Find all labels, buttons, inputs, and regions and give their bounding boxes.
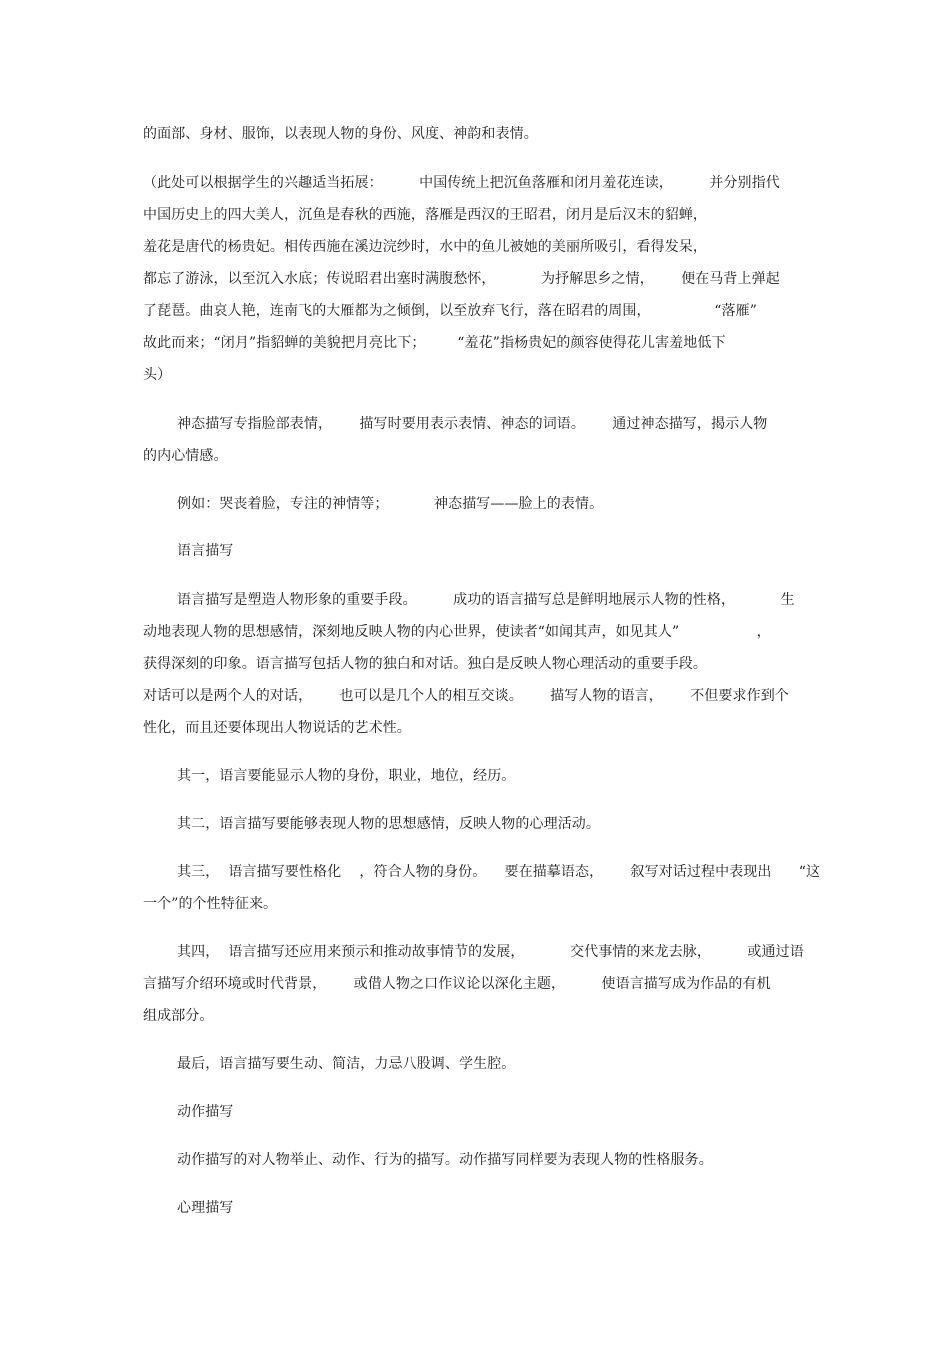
text-line: 了琵琶。曲哀人艳，连南飞的大雁都为之倾倒，以至放弃飞行，落在昭君的周围， “落雁”: [143, 303, 758, 319]
section-heading: 语言描写: [177, 543, 234, 559]
text-line: 其一，语言要能显示人物的身份，职业，地位，经历。: [177, 768, 516, 784]
text-line: 都忘了游泳，以至沉入水底；传说昭君出塞时满腹愁怀， 为抒解思乡之情， 便在马背上弹起: [143, 271, 780, 287]
text-line: 言描写介绍环境或时代背景， 或借人物之口作议论以深化主题， 使语言描写成为作品的有机: [143, 976, 771, 992]
text-line: 其三， 语言描写要性格化 ，符合人物的身份。 要在描摹语态， 叙写对话过程中表现出 “这: [177, 864, 821, 880]
text-line: 例如：哭丧着脸，专注的神情等； 神态描写——脸上的表情。: [177, 496, 604, 512]
text-line: 最后，语言描写要生动、简洁，力忌八股调、学生腔。: [177, 1056, 516, 1072]
text-line: 动作描写的对人物举止、动作、行为的描写。动作描写同样要为表现人物的性格服务。: [177, 1152, 713, 1168]
text-line: 的内心情感。: [143, 448, 228, 464]
text-line: 语言描写是塑造人物形象的重要手段。 成功的语言描写总是鲜明地展示人物的性格， 生: [177, 592, 795, 608]
text-line: 中国历史上的四大美人，沉鱼是春秋的西施，落雁是西汉的王昭君，闭月是后汉末的貂蝉，: [143, 207, 707, 223]
text-line: 获得深刻的印象。语言描写包括人物的独白和对话。独白是反映人物心理活动的重要手段。: [143, 656, 707, 672]
text-line: 其二，语言描写要能够表现人物的思想感情，反映人物的心理活动。: [177, 816, 600, 832]
text-line: 对话可以是两个人的对话， 也可以是几个人的相互交谈。 描写人物的语言， 不但要求作到个: [143, 688, 789, 704]
text-line: 神态描写专指脸部表情， 描写时要用表示表情、神态的词语。 通过神态描写，揭示人物: [177, 416, 768, 432]
section-heading: 动作描写: [177, 1104, 234, 1120]
text-line: 其四， 语言描写还应用来预示和推动故事情节的发展， 交代事情的来龙去脉， 或通过语: [177, 944, 804, 960]
text-line: 动地表现人物的思想感情，深刻地反映人物的内心世界，使读者“如闻其声，如见其人” ，: [143, 624, 771, 640]
text-line: 组成部分。: [143, 1008, 214, 1024]
text-line: 头）: [143, 367, 172, 383]
text-line: 一个”的个性特征来。: [143, 896, 278, 912]
text-line: 故此而来；“闭月”指貂蝉的美貌把月亮比下； “羞花”指杨贵妃的颜容使得花儿害羞地低下: [143, 335, 726, 351]
text-line: 的面部、身材、服饰，以表现人物的身份、风度、神韵和表情。: [143, 126, 538, 142]
text-line: （此处可以根据学生的兴趣适当拓展： 中国传统上把沉鱼落雁和闭月羞花连读， 并分别指代: [143, 175, 780, 191]
text-line: 性化，而且还要体现出人物说话的艺术性。: [143, 720, 411, 736]
text-line: 羞花是唐代的杨贵妃。相传西施在溪边浣纱时，水中的鱼儿被她的美丽所吸引，看得发呆，: [143, 239, 707, 255]
section-heading: 心理描写: [177, 1200, 234, 1216]
